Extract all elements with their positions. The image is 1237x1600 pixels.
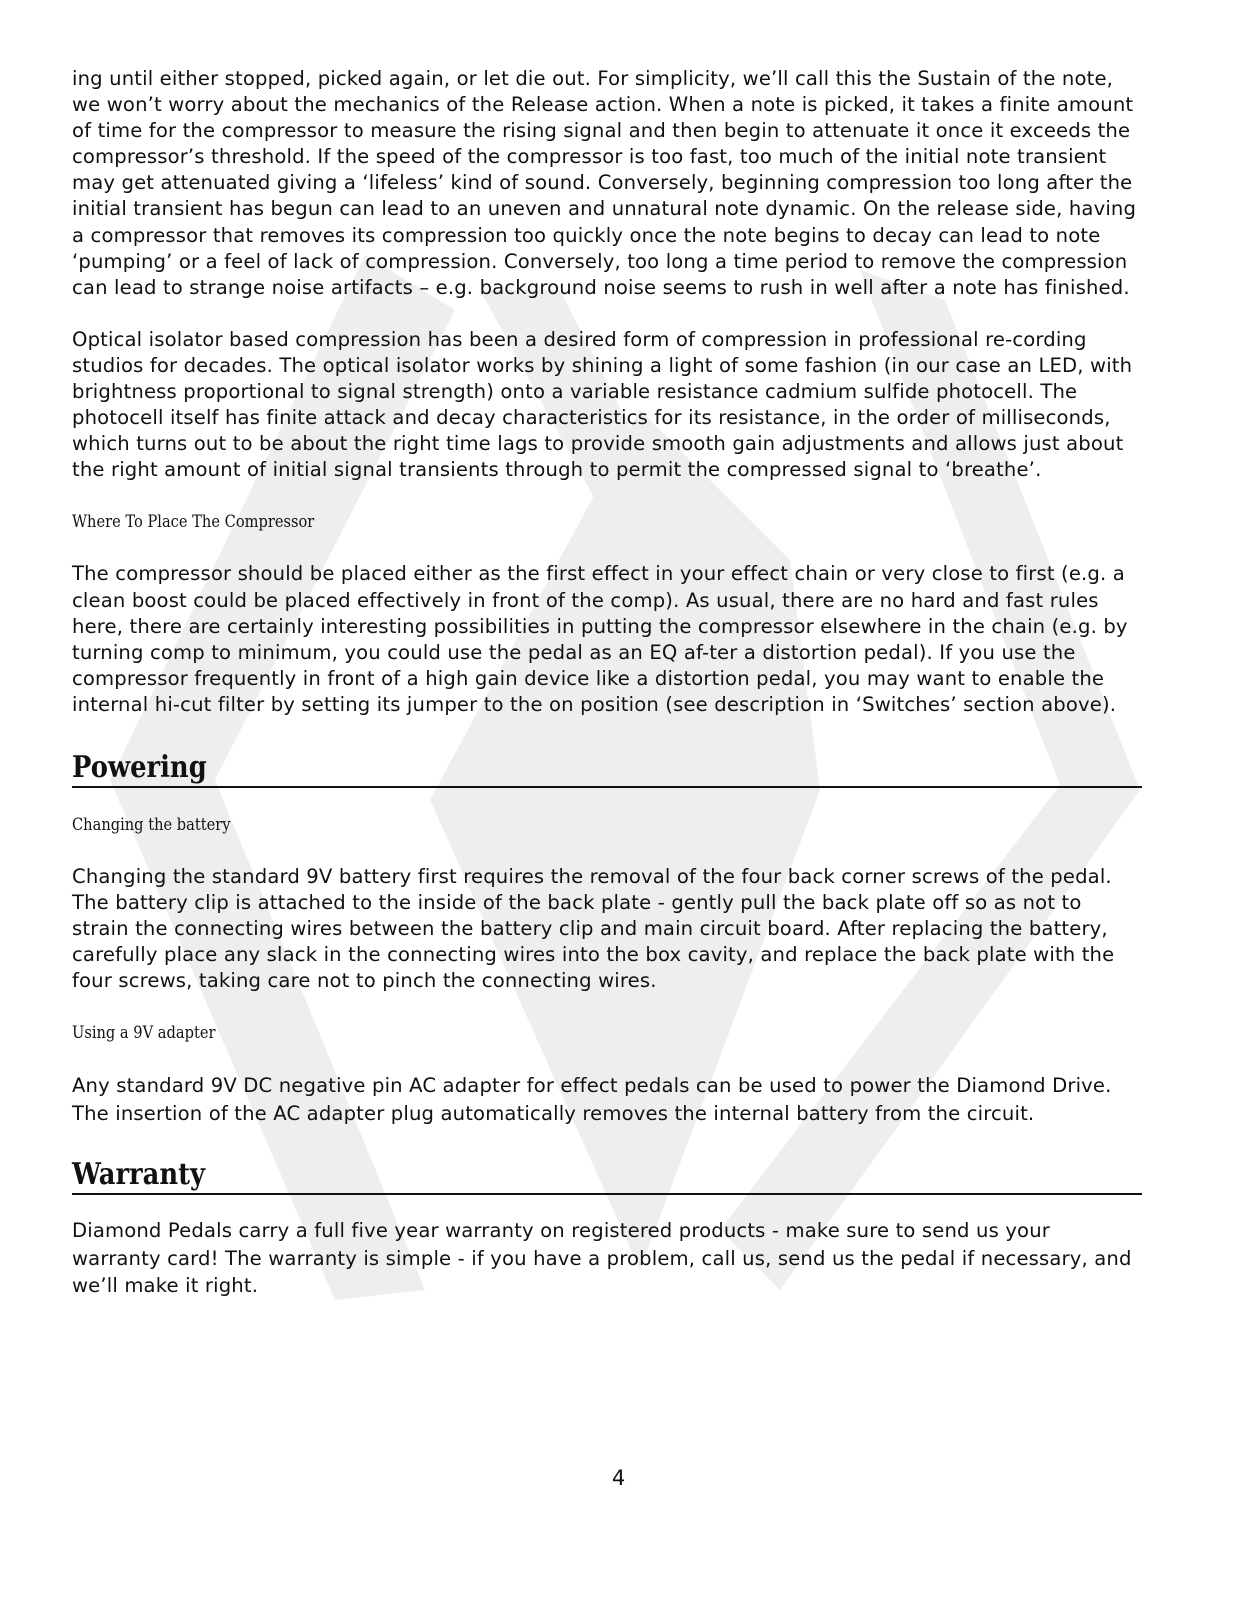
subheading-where-to-place — [72, 509, 1142, 535]
section-rule-powering — [72, 786, 1142, 788]
paragraph-release-sustain: ing until either stopped, picked again, or let die out. For simplicity, we’ll call this the Sustain of the note, we won’t worry about the mechanics of the Release action. When a note is picked, it takes a finite amount of time for the compressor to measure the rising signal and then begin to attenuate it once it exceeds the compressor’s threshold. If the speed of the compressor is too fast, too much of the initial note transient may get attenuated giving a ‘lifeless’ kind of sound. Conversely, beginning compression too long after the initial transient has begun can lead to an uneven and unnatural note dynamic. On the release side, having a compressor that removes its compression too quickly once the note begins to decay can lead to note ‘pumping’ or a feel of lack of compression. Conversely, too long a time period to remove the compression can lead to strange noise artifacts – e.g. background noise seems to rush in well after a note has finished. — [72, 67, 1137, 299]
paragraph-compressor-placement: The compressor should be placed either as the first effect in your effect chain or very close to first (e.g. a clean boost could be placed effectively in front of the comp). As usual, there are no hard and fast rules here, there are certainly interesting possibilities in putting the compressor elsewhere in the chain (e.g. by turning comp to minimum, you could use the pedal as an EQ af-ter a distortion pedal). If you use the compressor frequently in front of a high gain device like a distortion pedal, you may want to enable the internal hi-cut filter by setting its jumper to the on position (see description in ‘Switches’ section above). — [72, 562, 1128, 716]
paragraph-optical-isolator: Optical isolator based compression has been a desired form of compression in professional re-cording studios for decades. The optical isolator works by shining a light of some fashion (in our case an LED, with brightness proportional to signal strength) onto a variable resistance cadmium sulfide photocell. The photocell itself has finite attack and decay characteristics for its resistance, in the order of milliseconds, which turns out to be about the right time lags to provide smooth gain adjustments and allows just about the right amount of initial signal transients through to permit the compressed signal to ‘breathe’. — [72, 327, 1133, 482]
section-title-powering: Powering — [72, 749, 207, 785]
subheading-9v-adapter — [72, 1020, 1142, 1046]
subheading-9v-adapter-text: Using a 9V adapter — [72, 1023, 216, 1044]
subheading-changing-battery — [72, 812, 1142, 838]
paragraph-changing-battery: Changing the standard 9V battery first requires the removal of the four back corner screws of the pedal. The battery clip is attached to the inside of the back plate - gently pull the back plate off so as not to strain the connecting wires between the battery clip and main circuit board. After replacing the battery, carefully place any slack in the connecting wires into the box cavity, and replace the back plate with the four screws, taking care not to pinch the connecting wires. — [72, 864, 1115, 993]
paragraph-warranty: Diamond Pedals carry a full five year warranty on registered products - make sure to send us your warranty card! The warranty is simple - if you have a problem, call us, send us the pedal if necessary, and we’ll make it right. — [72, 1219, 1132, 1298]
subheading-changing-battery-text: Changing the battery — [72, 814, 231, 835]
section-warranty — [72, 1157, 1142, 1195]
section-rule-warranty — [72, 1193, 1142, 1195]
section-powering — [72, 750, 1142, 788]
subheading-where-to-place-text: Where To Place The Compressor — [72, 512, 315, 533]
document-page — [72, 66, 1142, 1300]
paragraph-9v-adapter: Any standard 9V DC negative pin AC adapter for effect pedals can be used to power the Diamond Drive. The insertion of the AC adapter plug automatically removes the internal battery from the circuit. — [72, 1074, 1112, 1125]
section-title-warranty: Warranty — [72, 1157, 206, 1193]
page-number: 4 — [611, 1466, 626, 1490]
